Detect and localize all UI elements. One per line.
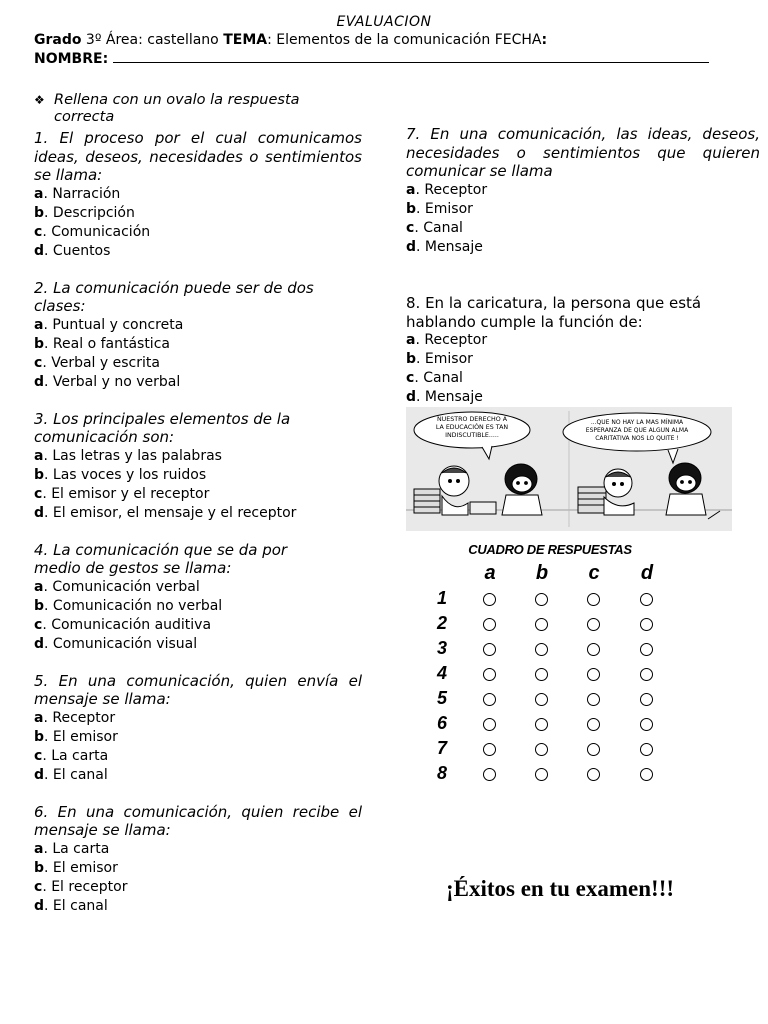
answer-bubble-5d[interactable]	[640, 693, 653, 706]
option-d[interactable]	[34, 504, 334, 523]
option-letter: c	[34, 223, 43, 240]
option-letter: a	[34, 185, 44, 202]
option-b[interactable]	[34, 597, 334, 616]
option-c[interactable]	[34, 878, 362, 897]
bubble-2-line: ESPERANZA DE QUE ALGUN ALMA	[585, 427, 689, 434]
option-c[interactable]	[34, 616, 334, 635]
option-letter: c	[34, 747, 43, 764]
grid-row-number-6: 6	[436, 713, 447, 733]
header-info-line	[34, 32, 547, 48]
answer-bubble-2d[interactable]	[640, 618, 653, 631]
option-d[interactable]	[34, 242, 362, 261]
bubble-2-line: ...QUE NO HAY LA MAS MÍNIMA	[590, 419, 684, 426]
bubble-1-line: LA EDUCACIÓN ES TAN	[435, 424, 509, 431]
option-letter: c	[34, 354, 43, 371]
bubble-1-line: NUESTRO DERECHO A	[436, 416, 508, 423]
option-text: . Cuentos	[44, 242, 111, 259]
option-a[interactable]	[34, 578, 334, 597]
answer-bubble-8c[interactable]	[587, 768, 600, 781]
option-a[interactable]	[34, 447, 334, 466]
answer-bubble-5b[interactable]	[535, 693, 548, 706]
question-text: 5. En una comunicación, quien envía el mensaje se llama:	[34, 671, 362, 708]
option-text: . Narración	[43, 185, 121, 202]
question-text: 1. El proceso por el cual comunicamos ideas, deseos, necesidades o sentimientos se llama:	[34, 129, 362, 184]
grid-column-header-c: c	[588, 562, 600, 584]
option-a[interactable]	[34, 840, 362, 859]
answer-bubble-4a[interactable]	[483, 668, 496, 681]
grid-row-number-5: 5	[436, 688, 447, 708]
question-8	[406, 294, 724, 407]
option-letter: d	[406, 389, 417, 405]
option-text: . Puntual y concreta	[43, 316, 184, 333]
option-d[interactable]	[406, 238, 760, 257]
option-letter: b	[34, 204, 45, 221]
answer-bubble-6d[interactable]	[640, 718, 653, 731]
option-letter: b	[34, 597, 45, 614]
question-5	[34, 672, 362, 785]
question-text: 2. La comunicación puede ser de dos clases:	[34, 278, 314, 315]
option-text: . Receptor	[415, 332, 488, 348]
option-letter: b	[34, 728, 45, 745]
option-b[interactable]	[34, 859, 362, 878]
answer-bubble-2a[interactable]	[483, 618, 496, 631]
option-c[interactable]	[34, 223, 362, 242]
option-letter: b	[406, 200, 417, 217]
option-d[interactable]	[406, 388, 724, 407]
instruction	[34, 92, 362, 126]
answer-bubble-8b[interactable]	[535, 768, 548, 781]
answer-bubble-6b[interactable]	[535, 718, 548, 731]
grid-row-number-3: 3	[436, 638, 447, 658]
answer-bubble-4c[interactable]	[587, 668, 600, 681]
option-text: . El emisor	[44, 728, 118, 745]
question-4	[34, 541, 334, 654]
option-a[interactable]	[34, 185, 362, 204]
option-text: . Comunicación no verbal	[44, 597, 223, 614]
answer-bubble-8d[interactable]	[640, 768, 653, 781]
option-text: . Comunicación verbal	[43, 578, 200, 595]
option-letter: c	[34, 878, 43, 895]
option-d[interactable]	[34, 897, 362, 916]
option-letter: d	[34, 897, 45, 914]
grid-row-number-7: 7	[436, 738, 447, 758]
answer-grid-title: CUADRO DE RESPUESTAS	[468, 542, 632, 557]
option-text: . El emisor y el receptor	[42, 485, 210, 502]
question-3	[34, 410, 334, 523]
option-letter: a	[34, 840, 44, 857]
option-b[interactable]	[34, 204, 362, 223]
option-letter: d	[34, 373, 45, 390]
grid-row-number-8: 8	[436, 763, 447, 783]
option-text: . Verbal y no verbal	[44, 373, 181, 390]
grid-row-number-2: 2	[436, 613, 447, 633]
option-text: . Mensaje	[416, 389, 483, 405]
option-a[interactable]	[406, 181, 760, 200]
grid-column-header-a: a	[484, 562, 496, 584]
option-text: . La carta	[43, 840, 110, 857]
question-6	[34, 803, 362, 916]
option-letter: b	[34, 466, 45, 483]
option-text: . Verbal y escrita	[42, 354, 160, 371]
name-blank[interactable]	[113, 50, 709, 63]
answer-bubble-1a[interactable]	[483, 593, 496, 606]
bubble-1-line: INDISCUTIBLE.....	[445, 432, 499, 439]
option-letter: c	[406, 219, 415, 236]
answer-bubble-3d[interactable]	[640, 643, 653, 656]
option-letter: d	[406, 238, 417, 255]
option-text: . El receptor	[42, 878, 128, 895]
question-text: 3. Los principales elementos de la comunicación son:	[34, 409, 291, 446]
left-column	[34, 92, 362, 916]
grid-column-header-b: b	[535, 562, 549, 584]
option-letter: c	[34, 616, 43, 633]
option-c[interactable]	[34, 354, 344, 373]
option-letter: a	[34, 316, 44, 333]
option-letter: b	[406, 351, 417, 367]
answer-bubble-1d[interactable]	[640, 593, 653, 606]
page-title: EVALUACION	[336, 14, 432, 30]
option-text: . Las letras y las palabras	[43, 447, 222, 464]
option-letter: a	[34, 447, 44, 464]
grid-column-header-d: d	[640, 562, 654, 584]
option-text: . Emisor	[416, 351, 473, 367]
option-text: . Comunicación	[42, 223, 151, 240]
option-c[interactable]	[34, 485, 334, 504]
answer-bubble-4d[interactable]	[640, 668, 653, 681]
option-d[interactable]	[34, 373, 344, 392]
option-c[interactable]	[406, 219, 760, 238]
option-text: . Emisor	[416, 200, 473, 217]
tema-label: TEMA	[223, 32, 268, 48]
tema-value: : Elementos de la comunicación FECHA	[267, 32, 542, 48]
option-a[interactable]	[34, 316, 344, 335]
grado-label: Grado	[34, 32, 82, 48]
option-text: . Comunicación auditiva	[42, 616, 212, 633]
option-text: . El emisor, el mensaje y el receptor	[44, 504, 297, 521]
option-letter: d	[34, 504, 45, 521]
fecha-colon: :	[541, 32, 548, 48]
bubble-2-line: CARITATIVA NOS LO QUITE !	[595, 435, 679, 442]
option-text: . El canal	[44, 766, 108, 783]
grado-value: 3º Área: castellano	[81, 32, 224, 48]
answer-bubble-7d[interactable]	[640, 743, 653, 756]
question-2	[34, 279, 344, 392]
answer-bubble-6a[interactable]	[483, 718, 496, 731]
option-letter: d	[34, 242, 45, 259]
option-b[interactable]	[34, 728, 362, 747]
question-text: 6. En una comunicación, quien recibe el mensaje se llama:	[34, 802, 362, 839]
option-letter: d	[34, 766, 45, 783]
answer-bubble-1b[interactable]	[535, 593, 548, 606]
question-text: 7. En una comunicación, las ideas, deseos, necesidades o sentimientos que quieren comunicar se llama	[406, 125, 760, 180]
answer-bubble-5c[interactable]	[587, 693, 600, 706]
option-a[interactable]	[34, 709, 362, 728]
option-d[interactable]	[34, 766, 362, 785]
cartoon-image	[406, 407, 732, 531]
name-line	[34, 50, 709, 67]
option-text: . Las voces y los ruidos	[44, 466, 207, 483]
option-b[interactable]	[34, 335, 344, 354]
answer-bubble-7b[interactable]	[535, 743, 548, 756]
option-b[interactable]	[34, 466, 334, 485]
option-text: . La carta	[42, 747, 109, 764]
option-text: . Mensaje	[416, 238, 483, 255]
option-text: . Real o fantástica	[44, 335, 170, 352]
answer-bubble-1c[interactable]	[587, 593, 600, 606]
option-letter: c	[34, 485, 43, 502]
answer-bubble-3a[interactable]	[483, 643, 496, 656]
answer-bubble-8a[interactable]	[483, 768, 496, 781]
option-letter: a	[406, 332, 416, 348]
option-letter: a	[34, 578, 44, 595]
option-d[interactable]	[34, 635, 334, 654]
option-text: . Receptor	[415, 181, 488, 198]
closing-message: ¡Éxitos en tu examen!!!	[445, 876, 675, 901]
answer-bubble-7c[interactable]	[587, 743, 600, 756]
option-c[interactable]	[34, 747, 362, 766]
option-text: . Receptor	[43, 709, 116, 726]
option-letter: c	[406, 370, 415, 386]
option-letter: a	[406, 181, 416, 198]
instruction-text: Rellena con un ovalo la respuesta correcta	[54, 92, 300, 125]
answer-bubble-6c[interactable]	[587, 718, 600, 731]
option-b[interactable]	[406, 200, 760, 219]
question-7	[406, 125, 760, 257]
option-text: . Comunicación visual	[44, 635, 198, 652]
answer-bubble-2c[interactable]	[587, 618, 600, 631]
option-b[interactable]	[406, 350, 724, 369]
grid-row-number-4: 4	[436, 663, 447, 683]
answer-bubble-4b[interactable]	[535, 668, 548, 681]
option-text: . El canal	[44, 897, 108, 914]
option-text: . Canal	[414, 370, 463, 386]
question-text: 4. La comunicación que se da por medio de gestos se llama:	[34, 540, 288, 577]
answer-bubble-3c[interactable]	[587, 643, 600, 656]
question-text: 8. En la caricatura, la persona que está hablando cumple la función de:	[406, 294, 702, 331]
answer-bubble-5a[interactable]	[483, 693, 496, 706]
option-text: . El emisor	[44, 859, 118, 876]
option-a[interactable]	[406, 331, 724, 350]
nombre-label: NOMBRE:	[34, 51, 109, 67]
option-letter: b	[34, 859, 45, 876]
option-letter: b	[34, 335, 45, 352]
option-text: . Descripción	[44, 204, 135, 221]
grid-row-number-1: 1	[436, 588, 447, 608]
option-letter: d	[34, 635, 45, 652]
option-c[interactable]	[406, 369, 724, 388]
answer-bubble-3b[interactable]	[535, 643, 548, 656]
answer-bubble-7a[interactable]	[483, 743, 496, 756]
option-text: . Canal	[414, 219, 463, 236]
diamond-bullet-icon: ❖	[34, 93, 45, 107]
answer-bubble-2b[interactable]	[535, 618, 548, 631]
option-letter: a	[34, 709, 44, 726]
question-1	[34, 129, 362, 261]
